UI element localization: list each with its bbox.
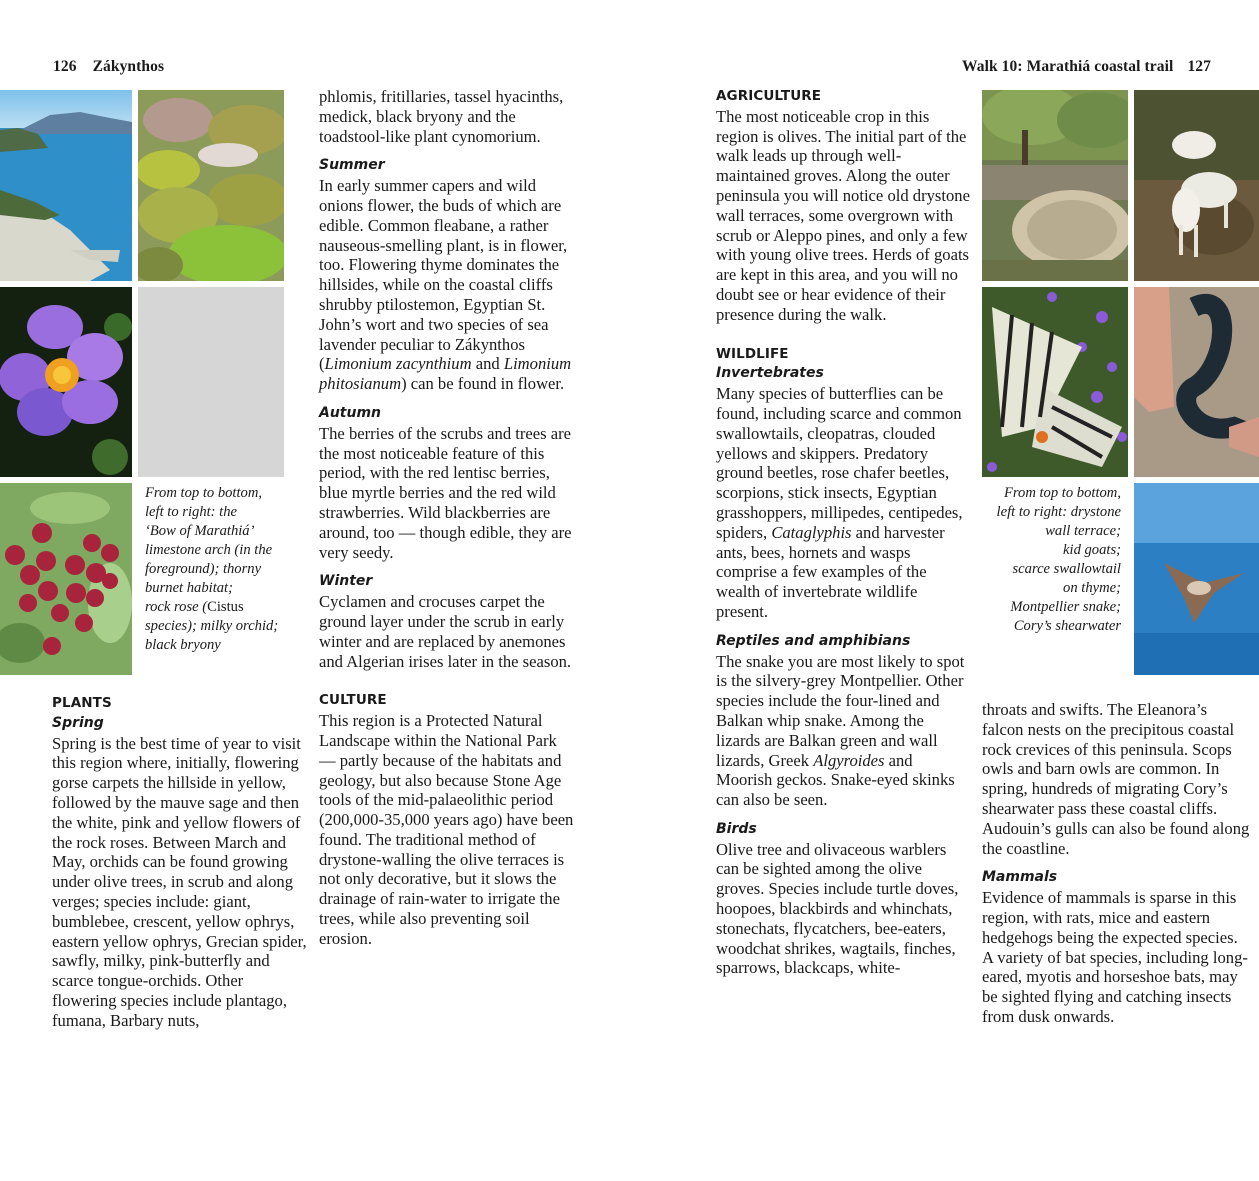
- spring-text-continued: phlomis, fritillaries, tassel hyacinths, medick, black bryony and the toadstool-like plant cynomorium.: [319, 87, 564, 146]
- left-running-header: [53, 58, 164, 76]
- invertebrates-text-part: Many species of butterflies can be found, including scarce and common swallowtails, cleopatras, clouded yellows and skippers. Predatory ground beetles, rose chafer beetles, scorpions, stick insects, Egyptian grasshoppers, millipedes, centipedes, spiders,: [716, 384, 963, 542]
- latin-name: Algyroides: [813, 750, 885, 770]
- caption-line: kid goats;: [1063, 542, 1121, 558]
- caption-line: [145, 598, 295, 617]
- caption-line: left to right: drystone: [996, 504, 1121, 520]
- invertebrates-text-part: and harvester ants, bees, hornets and wasps comprise a few examples of the wealth of invertebrate wildlife present.: [716, 522, 945, 621]
- left-photo-caption: [145, 484, 295, 655]
- right-running-title: Walk 10: Marathiá coastal trail: [961, 58, 1174, 75]
- spring-text: Spring is the best time of year to visit this region where, initially, flowering gorse carpets the hillside in yellow, followed by the mauve sage and then the white, pink and yellow flowers of the rock roses. Between March and May, orchids can be found growing under olive trees, in scrub and along verges; species include: giant, bumblebee, crescent, yellow ophrys, eastern yellow ophrys, Grecian spider, sawfly, milky, pink-butterfly and scarce tongue-orchids. Other flowering species include plantago, fumana, Barbary nuts,: [52, 733, 307, 1030]
- latin-name: Cataglyphis: [771, 522, 852, 542]
- plants-section: [52, 694, 310, 1031]
- caption-line: species); milky orchid;: [145, 618, 279, 634]
- milky-orchid-placeholder: [138, 287, 284, 477]
- rock-rose-photo: [0, 287, 132, 477]
- left-page-number: 126: [53, 58, 77, 75]
- caption-line: scarce swallowtail: [1012, 561, 1121, 577]
- right-running-header: [962, 58, 1211, 76]
- corys-shearwater-photo: [1134, 483, 1259, 675]
- caption-line: Montpellier snake;: [1010, 599, 1121, 615]
- plants-heading: PLANTS: [52, 695, 112, 711]
- summer-text-part: In early summer capers and wild onions flower, the buds of which are edible. Common fleabane, a rather nauseous-smelling plant, is in flower, too. Flowering thyme dominates the hillsides, while on the coastal cliffs shrubby ptilostemon, Egyptian St. John’s wort and two species of sea lavender peculiar to Zákynthos (: [319, 176, 568, 374]
- reptiles-text-part: and Moorish geckos. Snake-eyed skinks can also be seen.: [716, 750, 955, 810]
- spring-heading: Spring: [52, 714, 104, 731]
- black-bryony-photo: [0, 483, 132, 675]
- right-page-number: 127: [1187, 58, 1211, 75]
- latin-name: Limonium phitosianum: [319, 354, 572, 394]
- birds-text-continued: throats and swifts. The Eleanora’s falcon nests on the precipitous coastal rock crevices of this peninsula. Scops owls and barn owls are common. In spring, hundreds of migrating Cory’s shearwater pass these coastal cliffs. Audouin’s gulls can also be found along the coastline.: [982, 700, 1250, 858]
- caption-line: on thyme;: [1063, 580, 1121, 596]
- caption-line: black bryony: [145, 637, 221, 653]
- culture-text: This region is a Protected Natural Landscape within the National Park — partly because of the habitats and geology, but also because Stone Age tools of the mid-palaeolithic period (200,000-35,000 years ago) have been found. The traditional method of drystone-walling the olive terraces is not only decorative, but it slows the drainage of rain-water to irrigate the trees, while also preventing soil erosion.: [319, 711, 574, 948]
- left-column-2: [319, 87, 577, 949]
- bow-of-marathia-arch-photo: [0, 90, 132, 281]
- reptiles-heading: Reptiles and amphibians: [716, 632, 911, 649]
- mammals-text: Evidence of mammals is sparse in this region, with rats, mice and eastern hedgehogs being the expected species. A variety of bat species, including long-eared, myotis and horseshoe bats, may be sighted flying and catching insects from dusk onwards.: [982, 888, 1248, 1026]
- invertebrates-text: [716, 384, 972, 622]
- caption-line: limestone arch (in the: [145, 542, 273, 558]
- agriculture-text: The most noticeable crop in this region is olives. The initial part of the walk leads up through well-maintained groves. Along the outer peninsula you will notice old drystone wall terraces, some overgrown with scrub or Aleppo pines, and only a few with young olive trees. Herds of goats are kept in this area, and you will no doubt see or hear evidence of their presence during the walk.: [716, 106, 970, 324]
- montpellier-snake-photo: [1134, 287, 1259, 477]
- caption-text: rock rose (: [145, 599, 208, 615]
- summer-text-part: ) can be found in flower.: [401, 374, 565, 394]
- autumn-heading: Autumn: [319, 404, 382, 421]
- left-running-title: Zákynthos: [92, 58, 165, 75]
- thorny-burnet-habitat-photo: [138, 90, 284, 281]
- drystone-wall-terrace-photo: [982, 90, 1128, 281]
- scarce-swallowtail-photo: [982, 287, 1128, 477]
- mammals-heading: Mammals: [982, 869, 1058, 886]
- winter-text: Cyclamen and crocuses carpet the ground layer under the scrub in early winter and are replaced by anemones and Algerian irises later in the season.: [319, 592, 572, 671]
- latin-name: Limonium zacynthium: [324, 354, 472, 374]
- kid-goats-photo: [1134, 90, 1259, 281]
- caption-line: burnet habitat;: [145, 580, 233, 596]
- reptiles-text: [716, 652, 972, 810]
- birds-text: Olive tree and olivaceous warblers can be sighted among the olive groves. Species include turtle doves, hoopoes, blackbirds and whinchats, stonechats, flycatchers, bee-eaters, woodchat shrikes, wagtails, finches, sparrows, blackcaps, white-: [716, 839, 959, 978]
- birds-heading: Birds: [716, 820, 757, 837]
- caption-line: ‘Bow of Marathiá’: [145, 523, 255, 539]
- agriculture-heading: AGRICULTURE: [716, 88, 822, 104]
- right-photo-caption: [976, 484, 1121, 636]
- caption-line: left to right: the: [145, 504, 238, 520]
- right-column-2: [982, 700, 1252, 1027]
- summer-text-part: and: [471, 354, 504, 374]
- caption-latin-upright: Cistus: [207, 599, 244, 615]
- winter-heading: Winter: [319, 573, 373, 590]
- right-column-1: [716, 87, 972, 978]
- autumn-text: The berries of the scrubs and trees are the most noticeable feature of this period, with the red lentisc berries, blue myrtle berries and the red wild strawberries. Wild blackberries are around, too — though edible, they are very seedy.: [319, 423, 572, 562]
- caption-line: From top to bottom,: [1003, 485, 1121, 501]
- invertebrates-heading: Invertebrates: [716, 365, 824, 382]
- caption-line: wall terrace;: [1045, 523, 1121, 539]
- wildlife-heading: WILDLIFE: [716, 345, 789, 362]
- reptiles-text-part: The snake you are most likely to spot is the silvery-grey Montpellier. Other species include the four-lined and Balkan whip snake. Among the lizards are Balkan green and wall lizards, Greek: [716, 651, 965, 770]
- caption-line: From top to bottom,: [145, 485, 263, 501]
- summer-heading: Summer: [319, 157, 385, 174]
- summer-text: [319, 176, 577, 394]
- caption-line: foreground); thorny: [145, 561, 262, 577]
- culture-heading: CULTURE: [319, 692, 387, 709]
- caption-line: Cory’s shearwater: [1013, 618, 1121, 634]
